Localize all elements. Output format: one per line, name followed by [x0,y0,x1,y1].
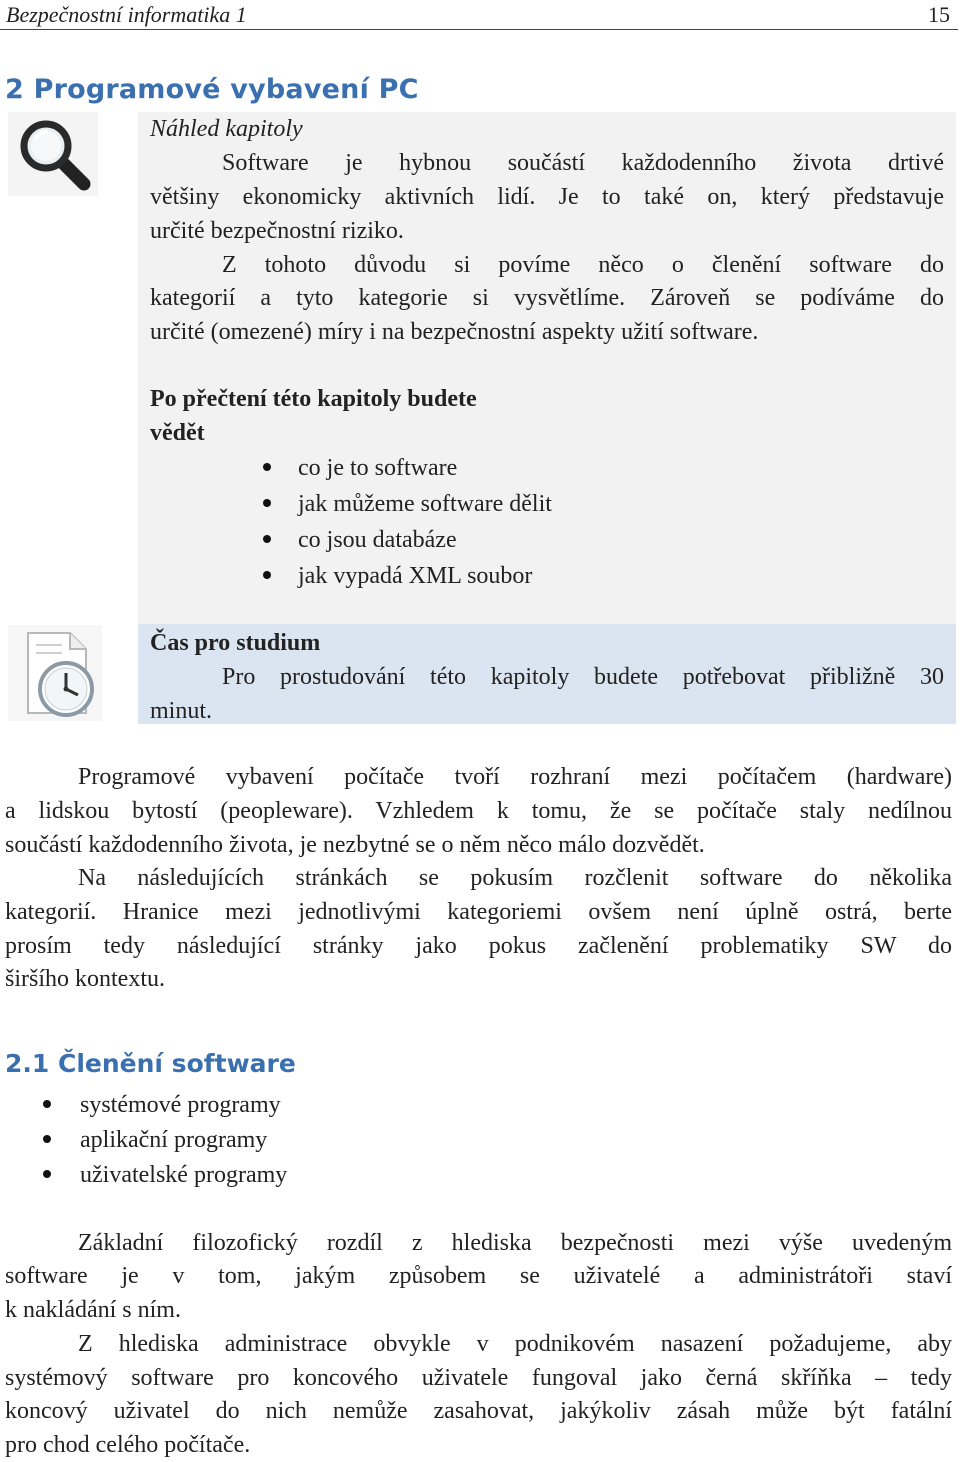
objectives-heading-line1: Po přečtení této kapitoly budete [150,386,477,412]
objective-item: co je to software [298,455,458,481]
bullet-icon [43,1170,51,1178]
section-item: systémové programy [80,1092,281,1118]
section-p1-line: k nakládání s ním. [5,1297,181,1323]
section-p2-line: koncový uživatel do nich nemůže zasahovat, jakýkoliv zásah může být fatální [5,1398,952,1424]
bullet-icon [43,1100,51,1108]
study-time-heading: Čas pro studium [150,630,321,656]
objective-item: jak vypadá XML soubor [298,563,533,589]
page-number: 15 [928,2,950,27]
intro-line: součástí každodenního života, je nezbytné se o něm něco málo dozvědět. [5,832,705,858]
intro-line: a lidskou bytostí (peopleware). Vzhledem k tomu, že se počítače staly nedílnou [5,798,952,824]
intro-line: prosím tedy následující stránky jako pokus začlenění problematiky SW do [5,933,952,959]
bullet-icon [43,1135,51,1143]
bullet-icon [263,535,271,543]
section-p2-line: Z hlediska administrace obvykle v podnikovém nasazení požadujeme, aby [78,1331,952,1357]
bullet-icon [263,499,271,507]
intro-line: Programové vybavení počítače tvoří rozhraní mezi počítačem (hardware) [78,764,952,790]
objective-item: jak můžeme software dělit [298,491,552,517]
preview-p1-line1: Software je hybnou součástí každodenního života drtivé [222,150,944,176]
intro-line: širšího kontextu. [5,966,165,992]
preview-p2-line1: Z tohoto důvodu si povíme něco o členění software do [222,252,944,278]
preview-p1-line2: většiny ekonomicky aktivních lidí. Je to také on, který představuje [150,184,944,210]
intro-line: Na následujících stránkách se pokusím rozčlenit software do několika [78,865,952,891]
section-p1-line: software je v tom, jakým způsobem se uživatelé a administrátoři staví [5,1263,952,1289]
study-time-line1: Pro prostudování této kapitoly budete potřebovat přibližně 30 [222,664,944,690]
intro-line: kategorií. Hranice mezi jednotlivými kategoriemi ovšem není úplně ostrá, berte [5,899,952,925]
objectives-heading-line2: vědět [150,420,205,446]
bullet-icon [263,571,271,579]
section-item: uživatelské programy [80,1162,288,1188]
running-header-title: Bezpečnostní informatika 1 [6,2,247,27]
objective-item: co jsou databáze [298,527,457,553]
section-p1-line: Základní filozofický rozdíl z hlediska bezpečnosti mezi výše uvedeným [78,1230,952,1256]
preview-heading: Náhled kapitoly [150,116,303,142]
section-title: 2.1 Členění software [5,1049,296,1078]
section-item: aplikační programy [80,1127,268,1153]
preview-p1-line3: určité bezpečnostní riziko. [150,218,404,244]
document-clock-icon [8,625,102,721]
section-p2-line: pro chod celého počítače. [5,1432,251,1458]
preview-p2-line2: kategorií a tyto kategorie si vysvětlíme. Zároveň se podíváme do [150,285,944,311]
bullet-icon [263,463,271,471]
preview-p2-line3: určité (omezené) míry i na bezpečnostní aspekty užití software. [150,319,759,345]
study-time-line2: minut. [150,698,213,724]
section-p2-line: systémový software pro koncového uživatele fungoval jako černá skříňka – tedy [5,1365,952,1391]
chapter-title: 2 Programové vybavení PC [5,74,419,105]
magnifier-icon [8,112,98,196]
running-header [0,0,958,30]
